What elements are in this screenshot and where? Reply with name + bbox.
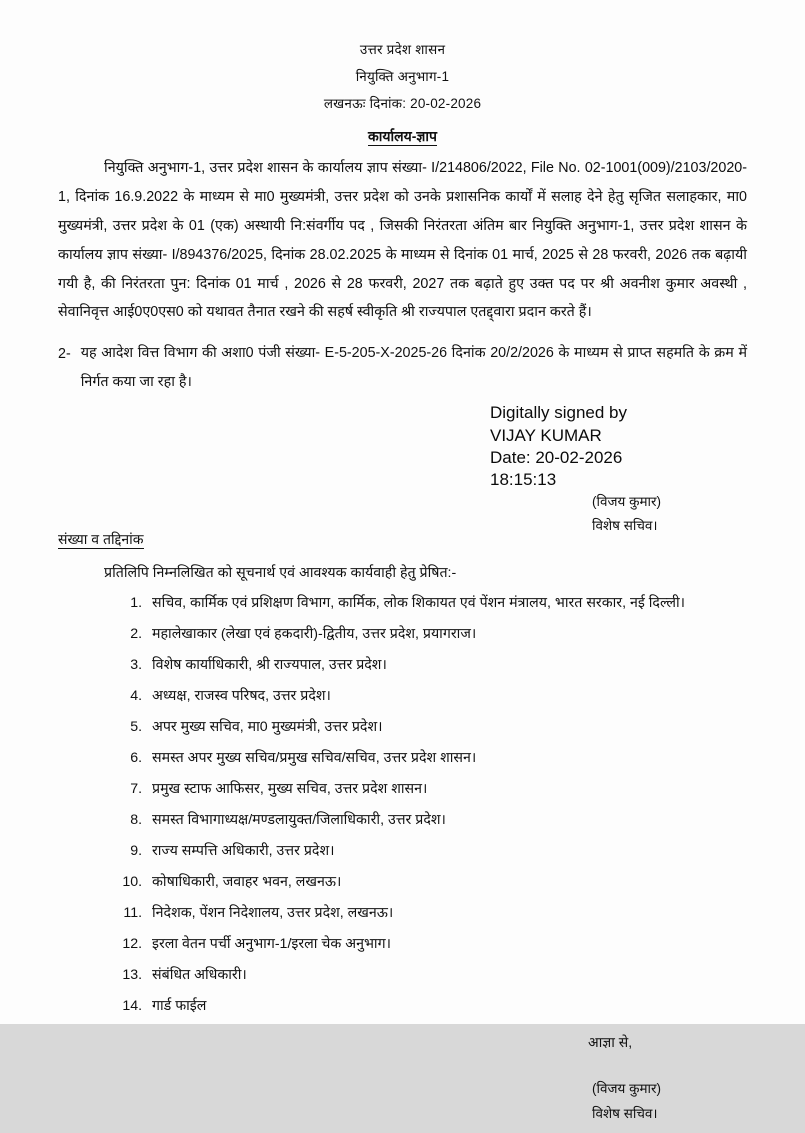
list-item: 1. सचिव, कार्मिक एवं प्रशिक्षण विभाग, कार्मिक, लोक शिकायत एवं पेंशन मंत्रालय, भारत सरकार, नई दिल्ली। <box>146 594 747 612</box>
digital-signature-time: 18:15:13 <box>490 469 557 489</box>
paragraph-2-text: यह आदेश वित्त विभाग की अशा0 पंजी संख्या- E-5-205-X-2025-26 दिनांक 20/2/2026 के माध्यम से प्राप्त सहमति के क्रम में निर्गत कया जा रहा है। <box>80 345 747 390</box>
copy-distribution-list <box>58 594 747 1015</box>
list-item: 8. समस्त विभागाध्यक्ष/मण्डलायुक्त/जिलाधिकारी, उत्तर प्रदेश। <box>146 811 747 829</box>
header-line-section: नियुक्ति अनुभाग-1 <box>355 69 450 84</box>
digital-signature-stamp <box>490 402 627 490</box>
list-item: 4. अध्यक्ष, राजस्व परिषद, उत्तर प्रदेश। <box>146 687 747 705</box>
closing-block <box>58 1033 747 1133</box>
digital-signature-date: Date: 20-02-2026 <box>490 447 623 467</box>
paragraph-2-row <box>58 339 747 396</box>
list-item: 12. इरला वेतन पर्ची अनुभाग-1/इरला चेक अनुभाग। <box>146 935 747 953</box>
list-item: 11. निदेशक, पेंशन निदेशालय, उत्तर प्रदेश, लखनऊ। <box>146 904 747 922</box>
signature-block <box>58 398 747 534</box>
list-item: 5. अपर मुख्य सचिव, मा0 मुख्यमंत्री, उत्तर प्रदेश। <box>146 718 747 736</box>
digital-signature-line-1: Digitally signed by <box>490 403 628 423</box>
closing-signatory-designation: विशेष सचिव। <box>592 1105 658 1121</box>
list-item: 6. समस्त अपर मुख्य सचिव/प्रमुख सचिव/सचिव, उत्तर प्रदेश शासन। <box>146 749 747 767</box>
list-item: 13. संबंधित अधिकारी। <box>146 966 747 984</box>
paragraph-1: नियुक्ति अनुभाग-1, उत्तर प्रदेश शासन के कार्यालय ज्ञाप संख्या- I/214806/2022, File No. 02-1001(009)/2103/2020-1, दिनांक 16.9.2022 के माध्यम से मा0 मुख्यमंत्री, उत्तर प्रदेश को उनके प्रशासनिक कार्यों में सलाह देने हेतु सृजित सलाहकार, मा0 मुख्यमंत्री, उत्तर प्रदेश के 01 (एक) अस्थायी नि:संवर्गीय पद , जिसकी निरंतरता अंतिम बार नियुक्ति अनुभाग-1, उत्तर प्रदेश शासन के कार्यालय ज्ञाप संख्या- I/894376/2025, दिनांक 28.02.2025 के माध्यम से दिनांक 01 मार्च, 2025 से 28 फरवरी, 2026 तक बढ़ायी गयी है, की निरंतरता पुन: दिनांक 01 मार्च , 2026 से 28 फरवरी, 2027 तक बढ़ाते हुए उक्त पद पर श्री अवनीश कुमार अवस्थी , सेवानिवृत्त आई0ए0एस0 को यथावत तैनात रखने की सहर्ष स्वीकृति श्री राज्यपाल एतद्द्वारा प्रदान करते हैं। <box>58 160 747 321</box>
list-item: 14. गार्ड फाईल <box>146 997 747 1015</box>
list-item: 2. महालेखाकार (लेखा एवं हकदारी)-द्वितीय, उत्तर प्रदेश, प्रयागराज। <box>146 625 747 643</box>
signatory-block <box>592 490 661 537</box>
list-item: 10. कोषाधिकारी, जवाहर भवन, लखनऊ। <box>146 873 747 891</box>
closing-signatory <box>592 1077 661 1126</box>
number-and-date-text: संख्या व तद्दिनांक <box>58 531 144 548</box>
document-subject-text: कार्यालय-ज्ञाप <box>368 128 437 144</box>
by-order-text: आज्ञा से, <box>588 1034 633 1051</box>
closing-signatory-name: (विजय कुमार) <box>592 1081 662 1097</box>
document-subject <box>58 127 747 146</box>
digital-signature-name: VIJAY KUMAR <box>490 425 602 445</box>
header-line-place-date: लखनऊः दिनांक: 20-02-2026 <box>323 96 482 111</box>
copy-to-line: प्रतिलिपि निम्नलिखित को सूचनार्थ एवं आवश्यक कार्यवाही हेतु प्रेषित:- <box>104 565 457 582</box>
header-line-government: उत्तर प्रदेश शासन <box>359 42 446 57</box>
list-item: 9. राज्य सम्पत्ति अधिकारी, उत्तर प्रदेश। <box>146 842 747 860</box>
list-item: 7. प्रमुख स्टाफ आफिसर, मुख्य सचिव, उत्तर प्रदेश शासन। <box>146 780 747 798</box>
list-item: 3. विशेष कार्याधिकारी, श्री राज्यपाल, उत्तर प्रदेश। <box>146 656 747 674</box>
paragraph-2-number: 2- <box>58 346 71 363</box>
signatory-name: (विजय कुमार) <box>592 494 662 510</box>
signatory-designation: विशेष सचिव। <box>592 518 658 534</box>
document-header <box>58 36 747 117</box>
